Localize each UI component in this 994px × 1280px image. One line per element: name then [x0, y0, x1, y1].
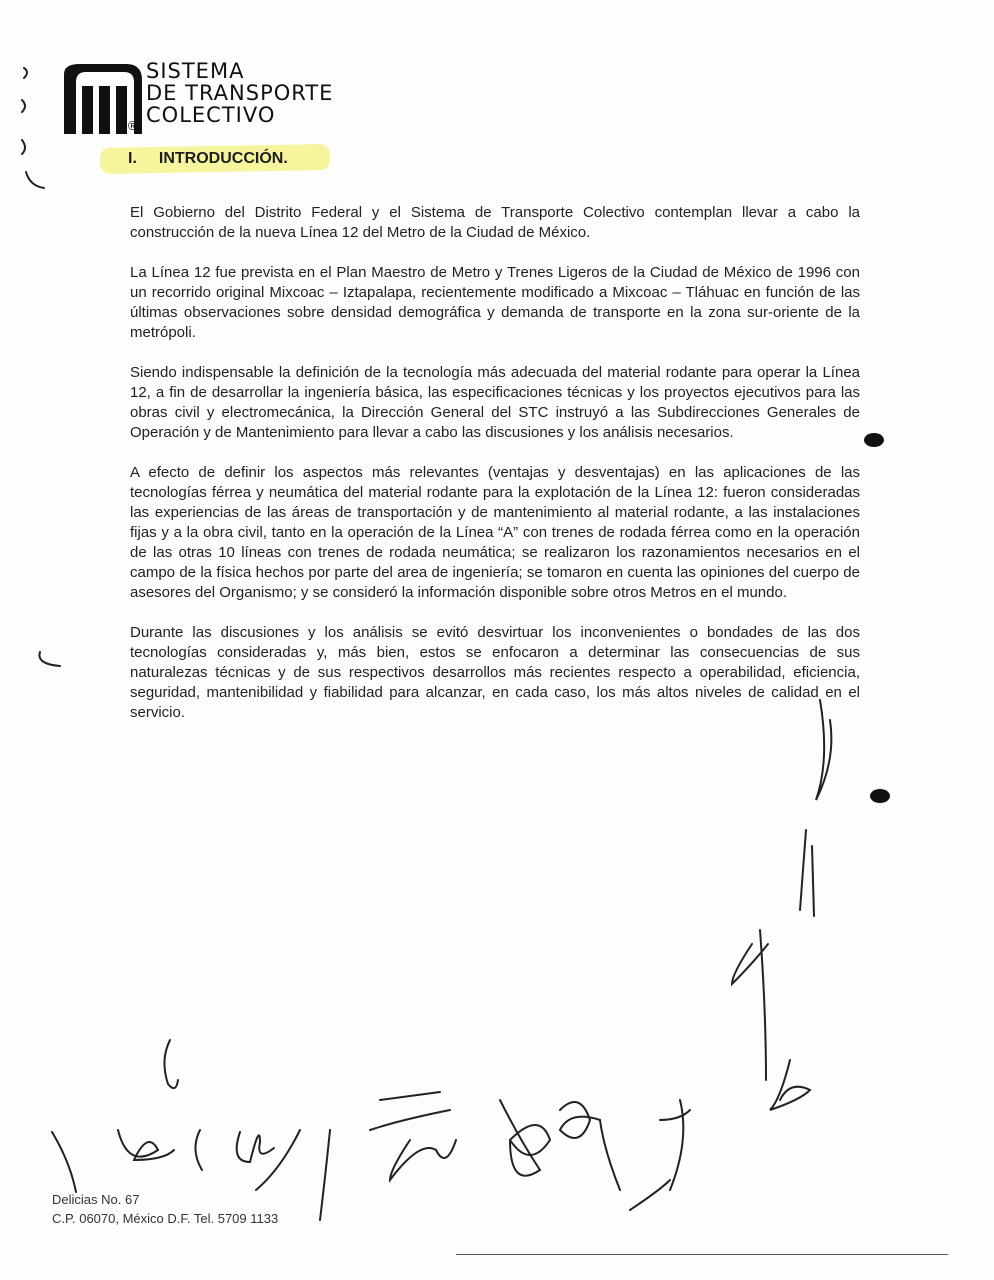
- paragraph: Siendo indispensable la definición de la tecnología más adecuada del material rodante para operar la Línea 12, a fin de desarrollar la ingeniería básica, las especificaciones técnicas y los proyectos ejecutivos para las obras civil y electromecánica, la Dirección General del STC instruyó a las Subdirecciones Generales de Operación y de Mantenimiento para llevar a cabo las discusiones y los análisis necesarios.: [130, 364, 860, 441]
- footer-address: [52, 1190, 278, 1228]
- org-line-3: COLECTIVO: [146, 103, 276, 127]
- org-line-2: DE TRANSPORTE: [146, 81, 334, 105]
- section-number: I.: [128, 150, 137, 167]
- footer-divider: [456, 1254, 948, 1255]
- address-line-2: C.P. 06070, México D.F. Tel. 5709 1133: [52, 1211, 279, 1226]
- paragraph: El Gobierno del Distrito Federal y el Sistema de Transporte Colectivo contemplan llevar a cabo la construcción de la nueva Línea 12 del Metro de la Ciudad de México.: [130, 204, 860, 241]
- address-line-1: Delicias No. 67: [52, 1192, 140, 1207]
- paragraph: A efecto de definir los aspectos más relevantes (ventajas y desventajas) en las aplicaciones de las tecnologías férrea y neumática del material rodante para la explotación de la Línea 12: fueron consideradas las experiencias de las áreas de transportación y de mantenimiento al material rodante, a las instalaciones fijas y a la obra civil, tanto en la operación de la Línea “A” con trenes de rodada férrea como en la operación de las otras 10 líneas con trenes de rodada neumática; se realizaron los razonamientos necesarios en el campo de la física hechos por parte del area de ingeniería; se tomaron en cuenta las opiniones del cuerpo de asesores del Organismo; y se consideró la información disponible sobre otros Metros en el mundo.: [130, 464, 860, 601]
- paragraph: Durante las discusiones y los análisis se evitó desvirtuar los inconvenientes o bondades de las dos tecnologías consideradas y, más bien, estos se enfocaron a determinar las consecuencias de sus naturalezas técnicas y de sus respectivos desarrollos más recientes respecto a operabilidad, eficiencia, seguridad, mantenibilidad y fiabilidad para alcanzar, en cada caso, los más altos niveles de calidad en el servicio.: [130, 624, 860, 721]
- paragraph: La Línea 12 fue prevista en el Plan Maestro de Metro y Trenes Ligeros de la Ciudad de México de 1996 con un recorrido original Mixcoac – Iztapalapa, recientemente modificado a Mixcoac – Tláhuac en función de las últimas observaciones sobre densidad demográfica y demanda de transporte en la zona sur-oriente de la metrópoli.: [130, 264, 860, 341]
- registered-mark: ®: [128, 118, 138, 133]
- section-title: INTRODUCCIÓN.: [158, 150, 288, 167]
- org-line-1: SISTEMA: [146, 59, 245, 83]
